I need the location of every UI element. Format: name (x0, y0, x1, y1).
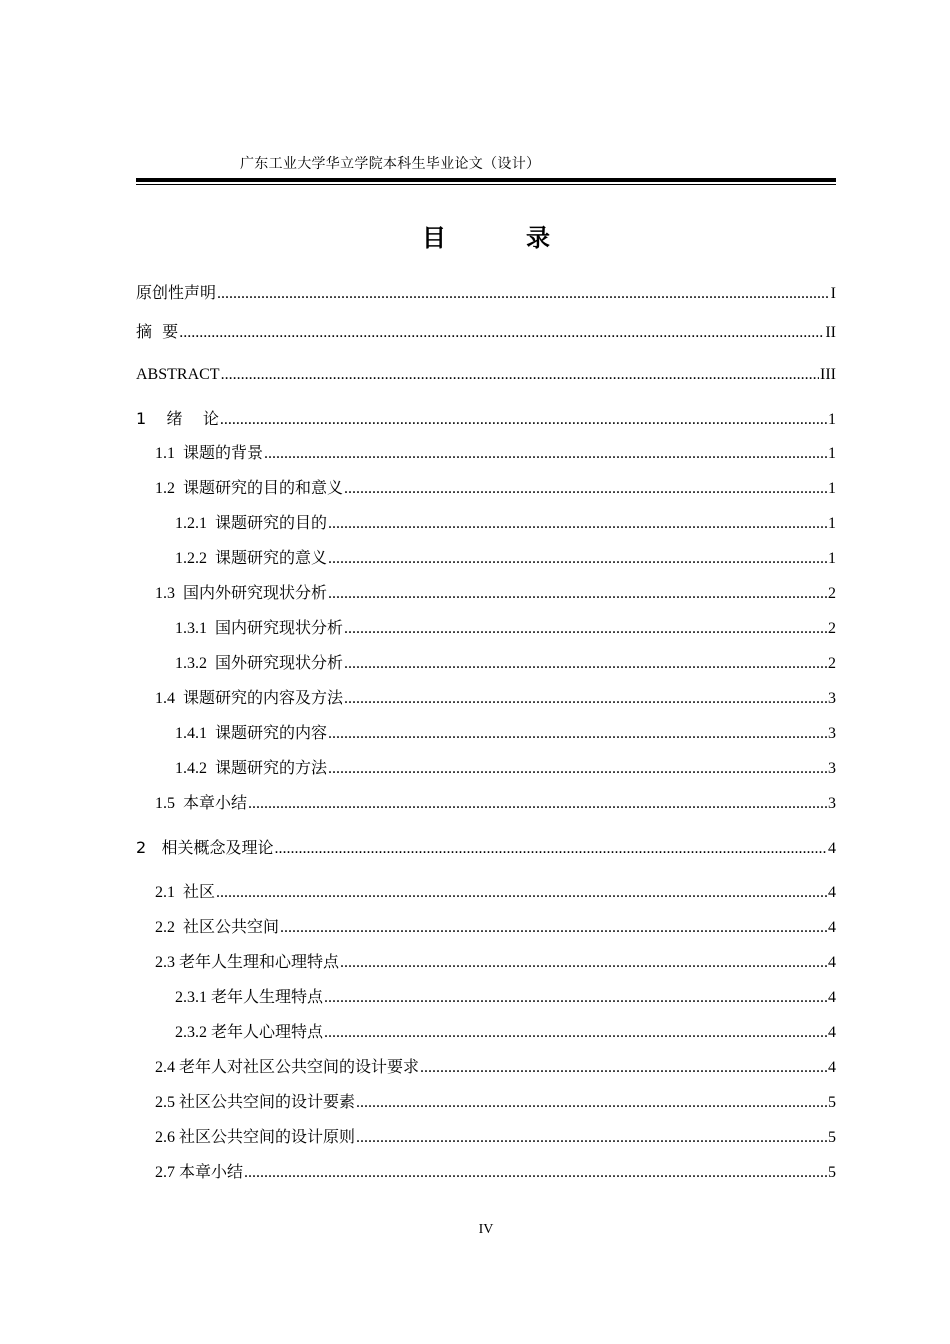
toc-entry[interactable] (155, 1126, 836, 1150)
header-rule-thin (136, 184, 836, 185)
toc-entry-label: 1.2.2 课题研究的意义 (175, 550, 328, 567)
toc-entry[interactable] (175, 547, 836, 571)
toc-leader-dots (324, 986, 827, 1010)
toc-entry[interactable] (155, 442, 836, 466)
toc-leader-dots (344, 652, 827, 676)
toc-entry-page: 5 (828, 1129, 836, 1146)
toc-leader-dots (221, 363, 819, 387)
toc-entry-label: 2.6 社区公共空间的设计原则 (155, 1129, 356, 1146)
toc-leader-dots (244, 1161, 827, 1185)
toc-entry[interactable] (155, 792, 836, 816)
toc-leader-dots (248, 792, 827, 816)
toc-entry-page: 1 (828, 411, 836, 428)
toc-entry-page: 2 (828, 620, 836, 637)
toc-entry-page: 4 (828, 884, 836, 901)
toc-entry[interactable] (175, 986, 836, 1010)
toc-leader-dots (328, 722, 827, 746)
toc-entry[interactable] (155, 1161, 836, 1185)
toc-entry[interactable] (155, 477, 836, 501)
toc-entry-label: 2.3.2 老年人心理特点 (175, 1024, 324, 1041)
page-number: IV (478, 1222, 494, 1237)
toc-entry-label: ABSTRACT (136, 366, 220, 383)
toc-entry-page: 4 (828, 840, 836, 857)
toc-leader-dots (344, 617, 827, 641)
toc-leader-dots (328, 547, 827, 571)
toc-entry-page: I (830, 285, 836, 302)
toc-entry[interactable] (136, 281, 836, 305)
toc-leader-dots (280, 916, 827, 940)
toc-entry[interactable] (155, 881, 836, 905)
toc-entry[interactable] (155, 1056, 836, 1080)
toc-entry-page: 3 (828, 760, 836, 777)
toc-entry-label: 1.3.1 国内研究现状分析 (175, 620, 344, 637)
toc-entry-page: 3 (828, 725, 836, 742)
toc-entry[interactable] (155, 951, 836, 975)
toc-entry[interactable] (155, 582, 836, 606)
running-header: 广东工业大学华立学院本科生毕业论文（设计） (240, 157, 541, 172)
toc-entry-label: 1.1 课题的背景 (155, 445, 264, 462)
toc-entry[interactable] (136, 836, 836, 860)
toc-entry-page: II (825, 324, 836, 341)
toc-leader-dots (344, 477, 827, 501)
toc-entry-page: III (820, 366, 836, 383)
toc-leader-dots (324, 1021, 827, 1045)
toc-entry-label: 2.7 本章小结 (155, 1164, 244, 1181)
toc-title (0, 218, 950, 253)
toc-entry-label: 1.2.1 课题研究的目的 (175, 515, 328, 532)
toc-entry-page: 1 (828, 480, 836, 497)
toc-entry[interactable] (175, 1021, 836, 1045)
toc-leader-dots (216, 881, 827, 905)
toc-entry-label: 1 绪 论 (136, 409, 219, 428)
toc-leader-dots (220, 408, 827, 432)
toc-entry-label: 原创性声明 (136, 283, 217, 302)
toc-entry[interactable] (136, 407, 836, 431)
toc-leader-dots (217, 282, 830, 306)
toc-entry-label: 2.3 老年人生理和心理特点 (155, 954, 340, 971)
toc-entry[interactable] (175, 757, 836, 781)
toc-entry[interactable] (175, 722, 836, 746)
toc-leader-dots (264, 442, 827, 466)
toc-entry-page: 4 (828, 919, 836, 936)
toc-leader-dots (328, 512, 827, 536)
toc-entry-label: 1.5 本章小结 (155, 795, 248, 812)
toc-entry-page: 3 (828, 690, 836, 707)
toc-leader-dots (274, 837, 827, 861)
toc-entry-label: 2 相关概念及理论 (136, 838, 274, 857)
toc-entry[interactable] (155, 1091, 836, 1115)
toc-entry[interactable] (155, 916, 836, 940)
toc-entry[interactable] (136, 320, 836, 344)
toc-entry-label: 摘 要 (136, 322, 179, 341)
toc-entry-page: 1 (828, 515, 836, 532)
toc-entry-label: 1.4 课题研究的内容及方法 (155, 690, 344, 707)
toc-title-part1: 目 (422, 224, 446, 252)
toc-leader-dots (179, 321, 824, 345)
toc-entry[interactable] (175, 652, 836, 676)
toc-leader-dots (328, 582, 827, 606)
toc-entry[interactable] (175, 617, 836, 641)
toc-entry-label: 2.4 老年人对社区公共空间的设计要求 (155, 1059, 420, 1076)
toc-entry-label: 1.4.2 课题研究的方法 (175, 760, 328, 777)
toc-entry-page: 2 (828, 585, 836, 602)
toc-leader-dots (356, 1091, 827, 1115)
toc-entry-label: 2.2 社区公共空间 (155, 919, 280, 936)
toc-entry-page: 1 (828, 445, 836, 462)
toc-entry[interactable] (175, 512, 836, 536)
toc-leader-dots (344, 687, 827, 711)
toc-entry[interactable] (155, 687, 836, 711)
toc-entry-page: 4 (828, 1024, 836, 1041)
toc-entry-page: 4 (828, 989, 836, 1006)
toc-entry-page: 3 (828, 795, 836, 812)
toc-entry-label: 1.2 课题研究的目的和意义 (155, 480, 344, 497)
toc-entry-label: 1.3.2 国外研究现状分析 (175, 655, 344, 672)
toc-title-part2: 录 (526, 224, 550, 252)
toc-entry-label: 1.3 国内外研究现状分析 (155, 585, 328, 602)
toc-entry-page: 2 (828, 655, 836, 672)
toc-entry-label: 2.3.1 老年人生理特点 (175, 989, 324, 1006)
header-rule-thick (136, 178, 836, 182)
toc-entry-page: 5 (828, 1164, 836, 1181)
toc-entry-page: 4 (828, 954, 836, 971)
toc-entry-page: 4 (828, 1059, 836, 1076)
toc-leader-dots (340, 951, 827, 975)
toc-entry-label: 1.4.1 课题研究的内容 (175, 725, 328, 742)
toc-leader-dots (356, 1126, 827, 1150)
toc-entry[interactable] (136, 363, 836, 387)
toc-entry-page: 1 (828, 550, 836, 567)
toc-leader-dots (420, 1056, 827, 1080)
toc-entry-label: 2.5 社区公共空间的设计要素 (155, 1094, 356, 1111)
toc-entry-label: 2.1 社区 (155, 884, 216, 901)
toc-entry-page: 5 (828, 1094, 836, 1111)
toc-leader-dots (328, 757, 827, 781)
